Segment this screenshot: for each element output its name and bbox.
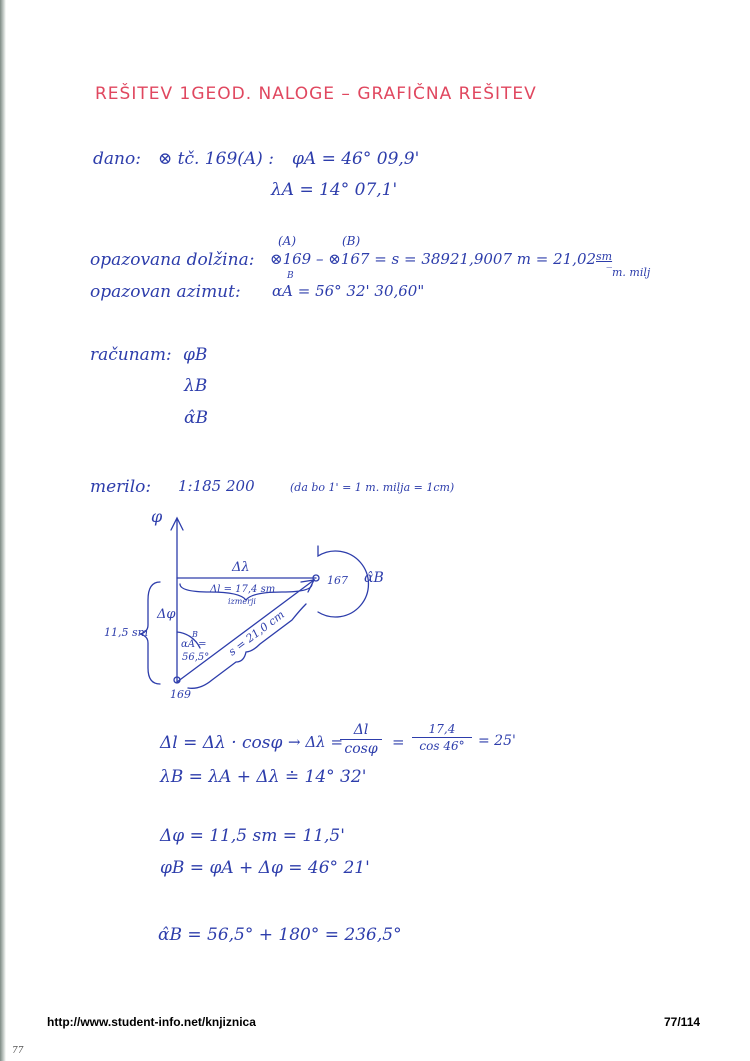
distance-label: s = 21,0 cm (226, 608, 287, 659)
calc-line4: φB = φA + Δφ = 46° 21' (160, 858, 370, 878)
delta-l-note: izmerji (228, 597, 256, 606)
azimuth-b-label: α̂B (364, 570, 384, 586)
left-dimension-label: 11,5 sm (104, 626, 149, 639)
unit-top: sm (596, 250, 613, 263)
azimuth-a-value: 56,5° (182, 652, 210, 663)
calc-fraction-symbolic (340, 722, 382, 757)
calc-line1-arrow: → Δλ = (288, 733, 344, 751)
page-title: REŠITEV 1GEOD. NALOGE – GRAFIČNA REŠITEV (95, 84, 537, 104)
scale-value: 1:185 200 (178, 477, 255, 495)
frac1-denominator: cosφ (344, 741, 378, 757)
given-phi-a: φA = 46° 09,9' (292, 149, 420, 169)
calc-line2: λB = λA + Δλ ≐ 14° 32' (160, 767, 367, 787)
observed-azimuth-expr: αA = 56° 32' 30,60" (272, 282, 425, 300)
footer-page-number: 77/114 (664, 1015, 701, 1029)
footer-url[interactable]: http://www.student-info.net/knjiznica (47, 1015, 256, 1029)
compute-item-azimuth: α̂B (184, 408, 208, 428)
margin-note: 77 (12, 1046, 24, 1056)
delta-lambda-label: Δλ (232, 560, 250, 575)
azimuth-a-main: αA = (181, 639, 207, 650)
scale-label: merilo: (90, 477, 152, 497)
annot-a: (A) (278, 234, 297, 248)
point-b-label: 167 (327, 574, 348, 587)
calc-eq1: = (392, 733, 405, 751)
azimuth-sup: B (287, 271, 294, 281)
given-label: dano: (93, 149, 141, 169)
calc-line5: α̂B = 56,5° + 180° = 236,5° (158, 925, 402, 945)
observed-length-expr: ⊗169 – ⊗167 = s = 38921,9007 m = 21,02 (270, 250, 597, 268)
compute-label: računam: (90, 345, 172, 365)
calc-line1-result: = 25' (478, 733, 516, 749)
scale-note: (da bo 1' = 1 m. milja = 1cm) (290, 481, 455, 494)
delta-phi-label: Δφ (157, 607, 176, 622)
point-a-label: 169 (170, 688, 191, 701)
calc-line1-left: Δl = Δλ · cosφ (160, 733, 283, 753)
given-lambda-a: λA = 14° 07,1' (271, 180, 398, 200)
phi-axis-label: φ (151, 507, 163, 526)
observed-length-label: opazovana dolžina: (90, 250, 255, 270)
frac2-numerator: 17,4 (412, 722, 472, 738)
observed-azimuth-label: opazovan azimut: (90, 282, 241, 302)
azimuth-a-sup: B (192, 630, 198, 639)
frac2-denominator: cos 46° (419, 739, 465, 753)
compute-item-lambda: λB (184, 376, 208, 396)
unit-bottom: ̅m. milj (612, 266, 651, 279)
delta-l-label: Δl = 17,4 sm (210, 584, 276, 595)
calc-fraction-numeric (412, 722, 472, 753)
frac1-numerator: Δl (340, 722, 382, 740)
given-point: ⊗ tč. 169(A) : (158, 149, 274, 169)
calc-line3: Δφ = 11,5 sm = 11,5' (160, 826, 345, 846)
annot-b: (B) (342, 234, 361, 248)
compute-item-phi: φB (183, 345, 208, 365)
